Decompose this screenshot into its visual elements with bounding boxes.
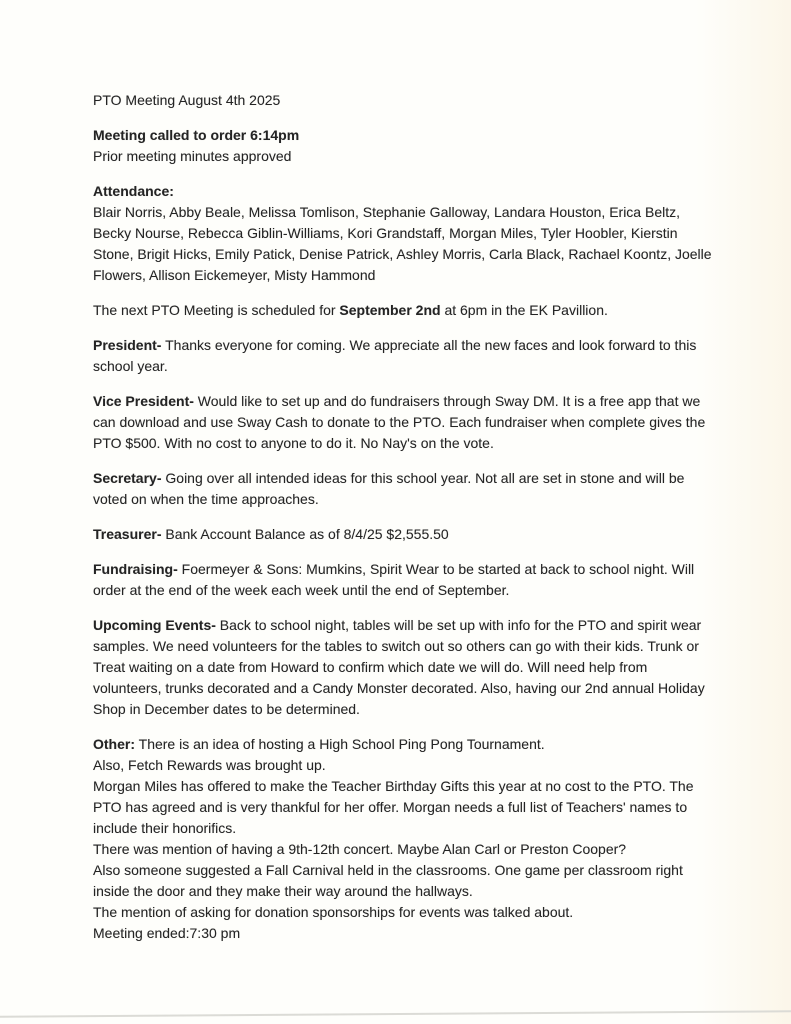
fundraising-text: Foermeyer & Sons: Mumkins, Spirit Wear to be started at back to school night. Will order at the end of the week each week until the end of September. (93, 561, 695, 598)
section-treasurer (93, 524, 713, 545)
upcoming-events-label: Upcoming Events- (93, 617, 216, 633)
document-title: PTO Meeting August 4th 2025 (93, 92, 281, 108)
minutes-approved-line: Prior meeting minutes approved (93, 148, 292, 164)
other-label: Other: (93, 736, 135, 752)
next-meeting-date: September 2nd (339, 302, 441, 318)
secretary-text: Going over all intended ideas for this school year. Not all are set in stone and will be voted on when the time approaches. (93, 470, 685, 507)
attendance-names: Blair Norris, Abby Beale, Melissa Tomlison, Stephanie Galloway, Landara Houston, Erica Beltz, Becky Nourse, Rebecca Giblin-Williams, Kori Grandstaff, Morgan Miles, Tyler Hoobler, Kierstin Stone, Brigit Hicks, Emily Patick, Denise Patrick, Ashley Morris, Carla Black, Rachael Koontz, Joelle Flowers, Allison Eickemeyer, Misty Hammond (93, 204, 712, 283)
treasurer-text: Bank Account Balance as of 8/4/25 $2,555.50 (161, 526, 449, 542)
next-meeting-post-text: at 6pm in the EK Pavillion. (440, 302, 608, 318)
section-fundraising (93, 559, 713, 601)
meeting-open-block (93, 125, 713, 167)
vice-president-label: Vice President- (93, 393, 194, 409)
president-label: President- (93, 337, 162, 353)
other-line: Also, Fetch Rewards was brought up. (93, 757, 326, 773)
attendance-label: Attendance: (93, 183, 174, 199)
section-vice-president (93, 391, 713, 454)
attendance-block (93, 181, 713, 286)
treasurer-label: Treasurer- (93, 526, 162, 542)
other-intro-text: There is an idea of hosting a High School Ping Pong Tournament. (135, 736, 545, 752)
other-line: The mention of asking for donation sponsorships for events was talked about. (93, 904, 574, 920)
fundraising-label: Fundraising- (93, 561, 178, 577)
called-to-order-line: Meeting called to order 6:14pm (93, 127, 300, 143)
other-intro-line (93, 734, 713, 755)
other-line: Morgan Miles has offered to make the Teacher Birthday Gifts this year at no cost to the PTO. The PTO has agreed and is very thankful for her offer. Morgan needs a full list of Teachers' names to include their honorifics. (93, 778, 694, 836)
other-line: There was mention of having a 9th-12th concert. Maybe Alan Carl or Preston Cooper? (93, 841, 627, 857)
section-secretary (93, 468, 713, 510)
secretary-label: Secretary- (93, 470, 162, 486)
other-lines (93, 755, 713, 944)
upcoming-events-text: Back to school night, tables will be set up with info for the PTO and spirit wear samples. We need volunteers for the tables to switch out so others can go with their kids. Trunk or Treat waiting on a date from Howard to confirm which date we will do. Will need help from volunteers, trunks decorated and a Candy Monster decorated. Also, having our 2nd annual Holiday Shop in December dates to be determined. (93, 617, 705, 717)
other-line: Meeting ended:7:30 pm (93, 925, 241, 941)
president-text: Thanks everyone for coming. We appreciate all the new faces and look forward to this school year. (93, 337, 697, 374)
next-meeting-line (93, 300, 713, 321)
section-president (93, 335, 713, 377)
next-meeting-pre-text: The next PTO Meeting is scheduled for (93, 302, 340, 318)
section-upcoming-events (93, 615, 713, 720)
vice-president-text: Would like to set up and do fundraisers through Sway DM. It is a free app that we can download and use Sway Cash to donate to the PTO. Each fundraiser when complete gives the PTO $500. With no cost to anyone to do it. No Nay's on the vote. (93, 393, 706, 451)
section-other (93, 734, 713, 944)
other-line: Also someone suggested a Fall Carnival held in the classrooms. One game per classroom right inside the door and they make their way around the hallways. (93, 862, 683, 899)
paper-scan-edge-line (0, 1010, 791, 1018)
